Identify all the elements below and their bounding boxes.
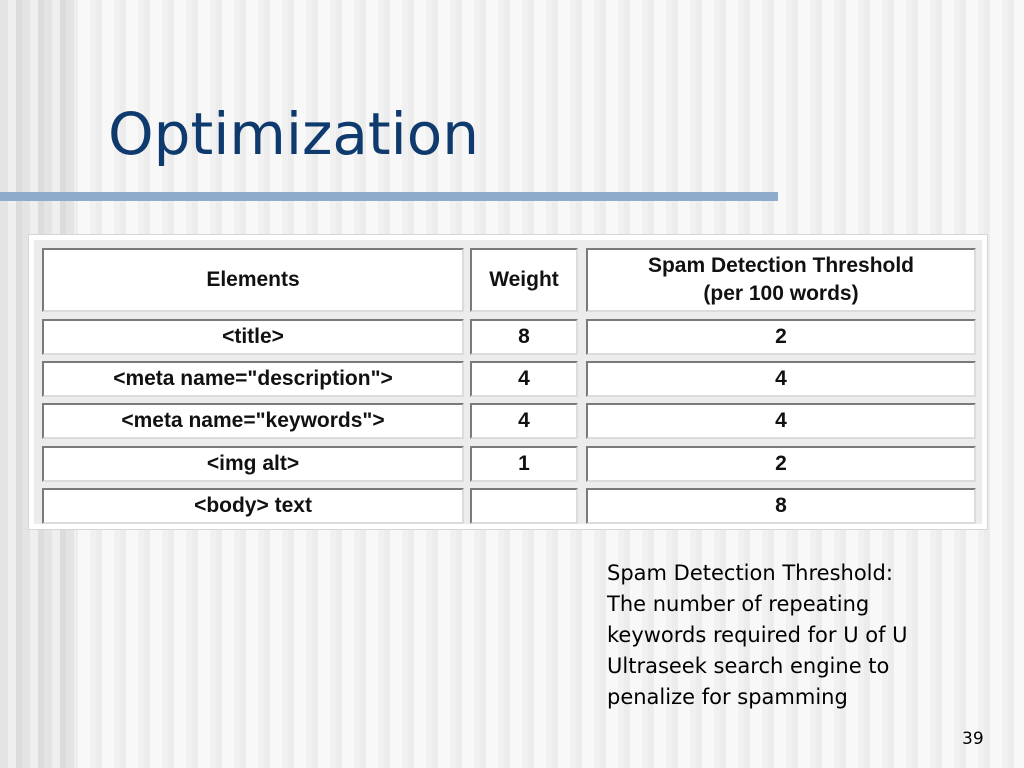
table-cell-weight xyxy=(470,488,578,524)
title-underline xyxy=(0,192,778,201)
table-cell-element: <title> xyxy=(42,319,464,355)
table-cell-weight: 4 xyxy=(470,403,578,439)
note-line: keywords required for U of U xyxy=(607,623,908,647)
note-line: penalize for spamming xyxy=(607,685,848,709)
table-cell-weight: 1 xyxy=(470,446,578,482)
slide-title: Optimization xyxy=(108,100,480,168)
table-cell-threshold: 2 xyxy=(586,446,976,482)
table-cell-threshold: 4 xyxy=(586,403,976,439)
spam-threshold-table xyxy=(28,234,988,530)
table-cell-element: <img alt> xyxy=(42,446,464,482)
note-line: Ultraseek search engine to xyxy=(607,654,890,678)
header-threshold: Spam Detection Threshold (per 100 words) xyxy=(586,248,976,312)
note-line: Spam Detection Threshold: xyxy=(607,561,893,585)
threshold-note xyxy=(607,558,1007,713)
table-grid xyxy=(34,240,982,524)
note-line: The number of repeating xyxy=(607,592,870,616)
page-number: 39 xyxy=(962,729,984,749)
table-cell-element: <body> text xyxy=(42,488,464,524)
header-weight: Weight xyxy=(470,248,578,312)
table-cell-threshold: 2 xyxy=(586,319,976,355)
table-cell-element: <meta name="keywords"> xyxy=(42,403,464,439)
table-cell-element: <meta name="description"> xyxy=(42,361,464,397)
table-cell-threshold: 4 xyxy=(586,361,976,397)
table-cell-threshold: 8 xyxy=(586,488,976,524)
header-elements: Elements xyxy=(42,248,464,312)
table-cell-weight: 4 xyxy=(470,361,578,397)
table-cell-weight: 8 xyxy=(470,319,578,355)
